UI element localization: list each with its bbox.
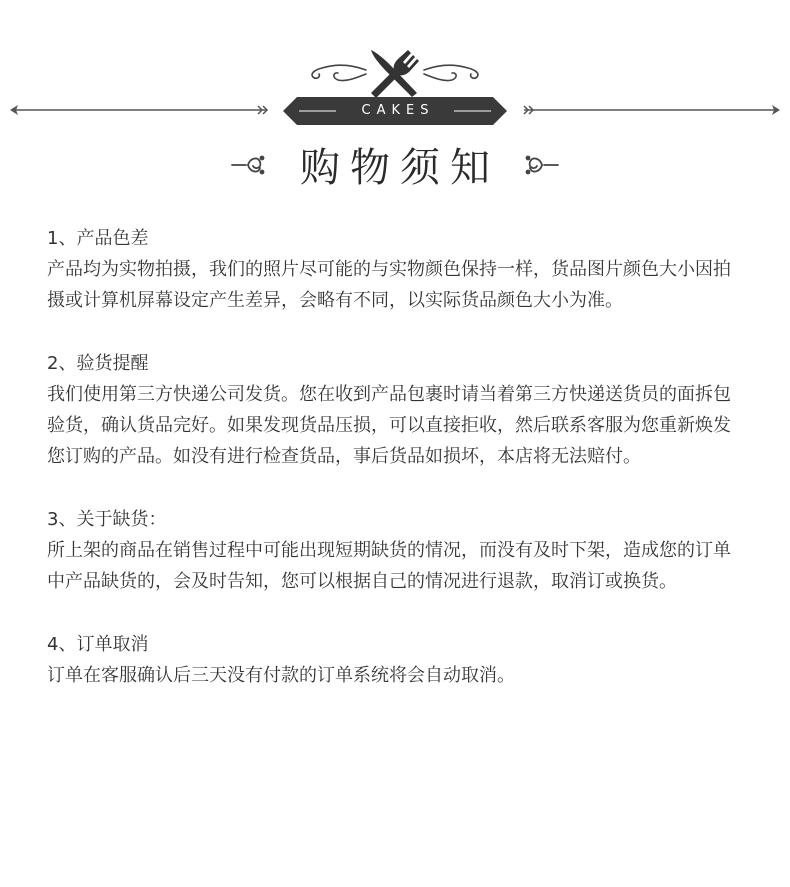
section-inspection: [47, 348, 747, 472]
left-arrow-line-icon: [10, 105, 267, 115]
section-color-difference: [47, 223, 747, 316]
section-heading: 2、验货提醒: [47, 353, 149, 374]
right-arrow-line-icon: [524, 105, 780, 115]
section-body: 产品均为实物拍摄，我们的照片尽可能的与实物颜色保持一样，货品图片颜色大小因拍摄或计算机屏幕设定产生差异，会略有不同，以实际货品颜色大小为准。: [47, 259, 731, 311]
notice-content: [47, 223, 747, 723]
section-heading: 3、关于缺货：: [47, 509, 167, 530]
fork-knife-icon: [371, 50, 419, 98]
section-body: 我们使用第三方快递公司发货。您在收到产品包裹时请当着第三方快递送货员的面拆包验货，确认货品完好。如果发现货品压损，可以直接拒收，然后联系客服为您重新焕发您订购的产品。如没有进行检查货品，事后货品如损坏，本店将无法赔付。: [47, 384, 731, 467]
section-body: 订单在客服确认后三天没有付款的订单系统将会自动取消。: [47, 665, 515, 686]
section-heading: 1、产品色差: [47, 228, 149, 249]
cakes-badge-label: CAKES: [361, 103, 435, 118]
section-out-of-stock: [47, 504, 747, 597]
page-title: 购物须知: [300, 145, 500, 191]
section-order-cancel: [47, 629, 747, 691]
section-heading: 4、订单取消: [47, 634, 149, 655]
section-body: 所上架的商品在销售过程中可能出现短期缺货的情况，而没有及时下架，造成您的订单中产品缺货的，会及时告知，您可以根据自己的情况进行退款，取消订或换货。: [47, 540, 731, 592]
